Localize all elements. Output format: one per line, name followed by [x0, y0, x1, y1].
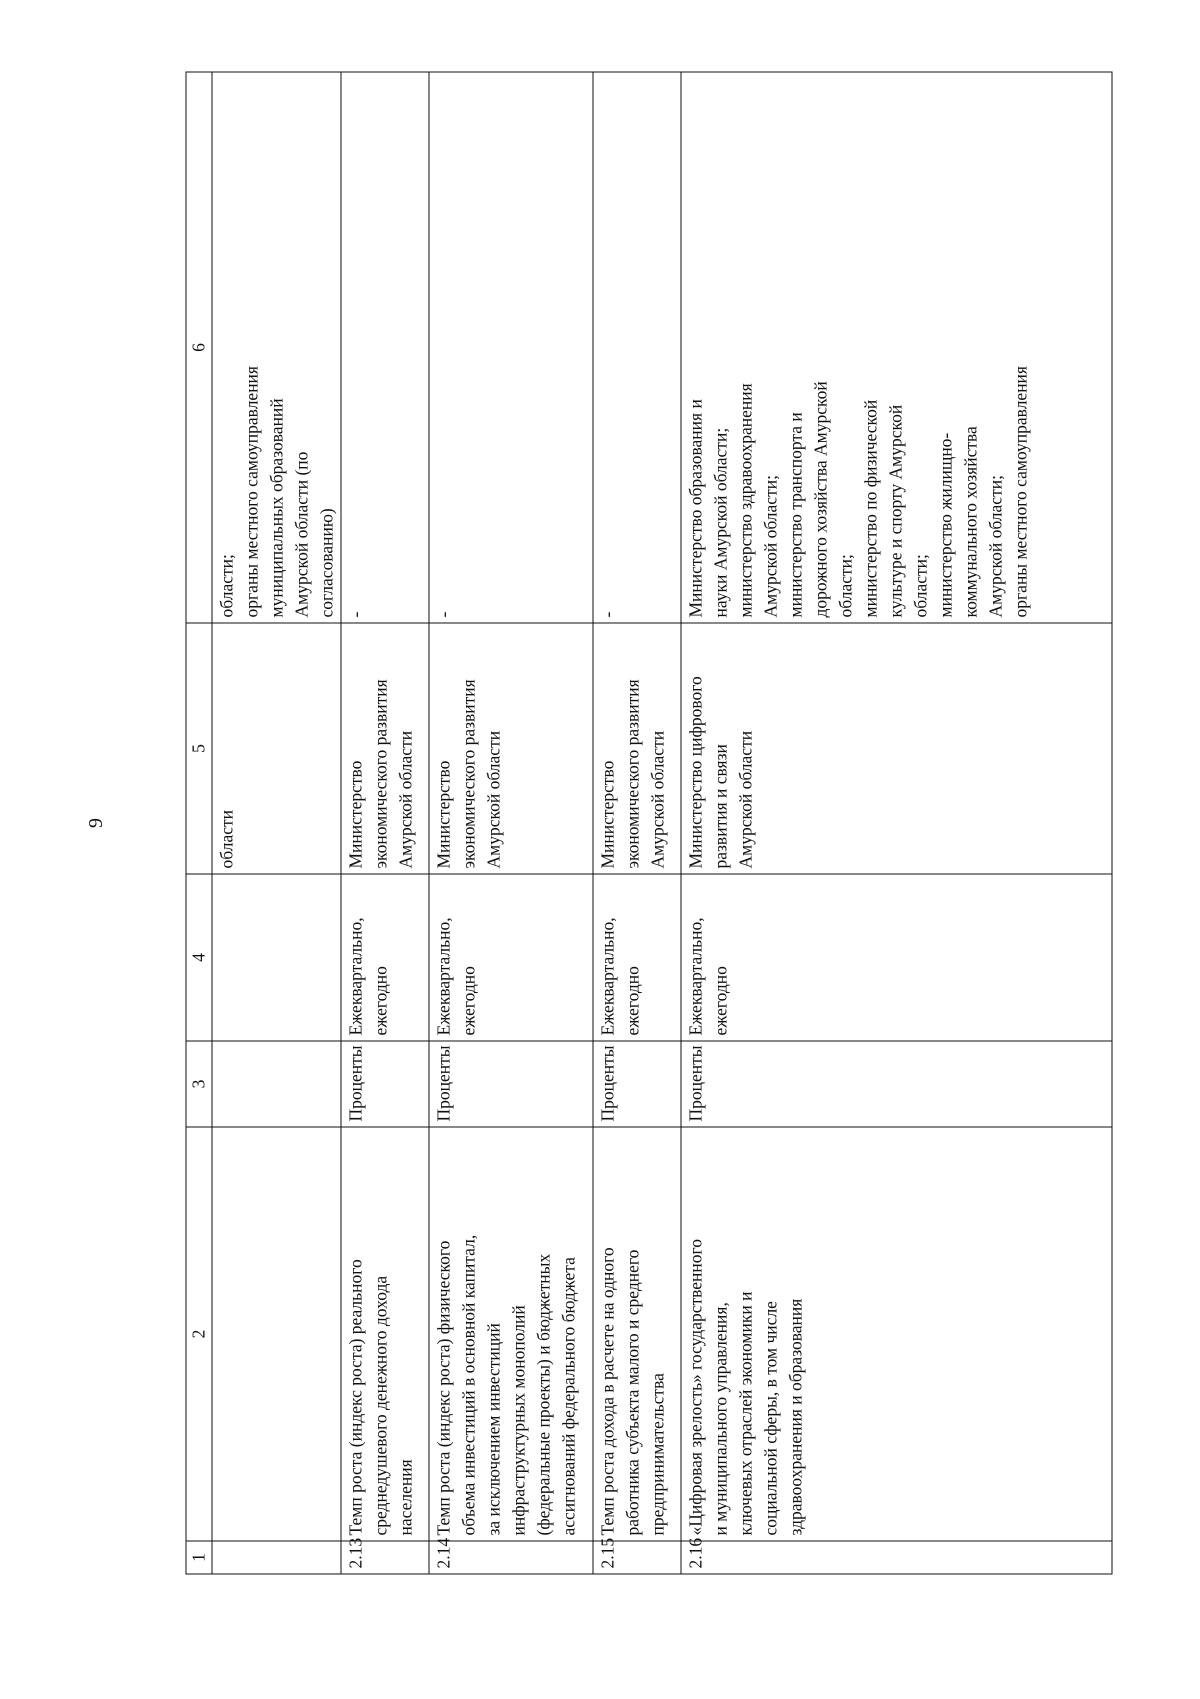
- co-executors-cell-line: органы местного самоуправления: [241, 366, 262, 618]
- co-executors-cell-line: культуре и спорту Амурской: [885, 404, 906, 618]
- frequency-cell: [593, 874, 681, 1041]
- co-executors-cell-line: Амурской области (по: [291, 451, 312, 618]
- frequency-cell-line: Ежеквартально,: [345, 917, 366, 1036]
- table-row: [429, 72, 593, 1574]
- responsible-executor-cell-line: экономического развития: [622, 679, 643, 869]
- responsible-executor-cell-line: Амурской области: [735, 730, 756, 869]
- co-executors-cell-line: Министерство образования и: [685, 399, 706, 618]
- co-executors-cell-line: коммунального хозяйства: [960, 426, 981, 618]
- indicator-name-cell-line: (федеральные проекты) и бюджетных: [533, 1253, 554, 1536]
- responsible-executor-cell-line: Амурской области: [483, 730, 504, 869]
- co-executors-cell-line: -: [433, 611, 454, 618]
- frequency-cell-line: ежегодно: [710, 966, 731, 1036]
- frequency-cell-line: Ежеквартально,: [433, 917, 454, 1036]
- indicator-name-cell-line: «Цифровая зрелость» государственного: [685, 1238, 706, 1536]
- unit-cell: Проценты: [429, 1041, 593, 1127]
- frequency-cell-line: ежегодно: [622, 966, 643, 1036]
- column-header: 4: [186, 874, 212, 1041]
- column-header: 6: [186, 72, 212, 623]
- indicator-name-cell-line: здравоохранения и образования: [785, 1298, 806, 1536]
- unit-cell: [212, 1041, 341, 1127]
- co-executors-cell-line: области;: [910, 554, 931, 618]
- indicator-name-cell-line: Темп роста (индекс роста) реального: [345, 1259, 366, 1536]
- co-executors-cell-line: органы местного самоуправления: [1010, 366, 1031, 618]
- responsible-executor-cell-line: экономического развития: [458, 679, 479, 869]
- co-executors-cell-line: науки Амурской области;: [710, 427, 731, 618]
- row-number-cell: [212, 1541, 341, 1574]
- indicator-name-cell-line: работника субъекта малого и среднего: [622, 1249, 643, 1536]
- co-executors-cell-line: области;: [216, 554, 237, 618]
- column-header: 3: [186, 1041, 212, 1127]
- responsible-executor-cell-line: Амурской области: [647, 730, 668, 869]
- co-executors-cell-line: муниципальных образований: [266, 398, 287, 618]
- indicator-name-cell: [212, 1127, 341, 1541]
- responsible-executor-cell: [593, 623, 681, 874]
- indicator-name-cell-line: ключевых отраслей экономики и: [735, 1291, 756, 1536]
- frequency-cell-line: ежегодно: [458, 966, 479, 1036]
- indicator-name-cell-line: объема инвестиций в основной капитал,: [458, 1234, 479, 1536]
- co-executors-cell-line: дорожного хозяйства Амурской: [810, 381, 831, 618]
- responsible-executor-cell-line: Амурской области: [395, 730, 416, 869]
- indicator-name-cell: [341, 1127, 429, 1541]
- column-number-header-row: [186, 72, 212, 1574]
- indicators-table-sheet: [186, 73, 1113, 1575]
- responsible-executor-cell: [681, 623, 1112, 874]
- co-executors-cell-line: министерство здравоохранения: [735, 383, 756, 618]
- row-number-cell: 2.15: [593, 1541, 681, 1574]
- responsible-executor-cell: [429, 623, 593, 874]
- indicator-name-cell-line: за исключением инвестиций: [483, 1323, 504, 1536]
- row-number-cell: 2.14: [429, 1541, 593, 1574]
- indicator-name-cell-line: инфраструктурных монополий: [508, 1305, 529, 1536]
- co-executors-cell: [681, 72, 1112, 623]
- co-executors-cell: [593, 72, 681, 623]
- frequency-cell: [429, 874, 593, 1041]
- co-executors-cell: [212, 72, 341, 623]
- co-executors-cell-line: министерство транспорта и: [785, 412, 806, 618]
- frequency-cell-line: Ежеквартально,: [597, 917, 618, 1036]
- indicators-table: [186, 72, 1113, 1575]
- co-executors-cell-line: согласованию): [316, 508, 337, 618]
- indicator-name-cell: [681, 1127, 1112, 1541]
- indicator-name-cell-line: Темп роста (индекс роста) физического: [433, 1240, 454, 1536]
- co-executors-cell-line: Амурской области;: [760, 475, 781, 618]
- co-executors-cell-line: Амурской области;: [985, 475, 1006, 618]
- co-executors-cell-line: -: [597, 611, 618, 618]
- indicator-name-cell-line: Темп роста дохода в расчете на одного: [597, 1247, 618, 1536]
- responsible-executor-cell-line: Министерство: [433, 760, 454, 869]
- co-executors-cell-line: -: [345, 611, 366, 618]
- co-executors-cell: [341, 72, 429, 623]
- indicator-name-cell-line: ассигнований федерального бюджета: [558, 1257, 579, 1536]
- table-row: [212, 72, 341, 1574]
- table-row: [341, 72, 429, 1574]
- column-header: 5: [186, 623, 212, 874]
- table-row: [681, 72, 1112, 1574]
- indicator-name-cell-line: населения: [395, 1459, 416, 1536]
- co-executors-cell-line: министерство по физической: [860, 399, 881, 618]
- co-executors-cell-line: области;: [835, 554, 856, 618]
- column-header: 1: [186, 1541, 212, 1574]
- frequency-cell: [212, 874, 341, 1041]
- frequency-cell-line: ежегодно: [370, 966, 391, 1036]
- responsible-executor-cell-line: развития и связи: [710, 744, 731, 869]
- row-number-cell: 2.13: [341, 1541, 429, 1574]
- indicator-name-cell-line: социальной сферы, в том числе: [760, 1301, 781, 1536]
- responsible-executor-cell-line: области: [216, 810, 237, 869]
- responsible-executor-cell: [212, 623, 341, 874]
- responsible-executor-cell: [341, 623, 429, 874]
- frequency-cell: [341, 874, 429, 1041]
- co-executors-cell-line: министерство жилищно-: [935, 432, 956, 618]
- responsible-executor-cell-line: Министерство: [597, 760, 618, 869]
- column-header: 2: [186, 1127, 212, 1541]
- row-number-cell: 2.16: [681, 1541, 1112, 1574]
- indicator-name-cell-line: и муниципального управления,: [710, 1302, 731, 1536]
- unit-cell: Проценты: [341, 1041, 429, 1127]
- indicator-name-cell-line: предпринимательства: [647, 1373, 668, 1536]
- page-number: 9: [85, 818, 107, 828]
- responsible-executor-cell-line: Министерство цифрового: [685, 676, 706, 869]
- indicator-name-cell-line: среднедушевого денежного дохода: [370, 1275, 391, 1536]
- unit-cell: Проценты: [593, 1041, 681, 1127]
- co-executors-cell: [429, 72, 593, 623]
- frequency-cell: [681, 874, 1112, 1041]
- responsible-executor-cell-line: Министерство: [345, 760, 366, 869]
- frequency-cell-line: Ежеквартально,: [685, 917, 706, 1036]
- table-row: [593, 72, 681, 1574]
- responsible-executor-cell-line: экономического развития: [370, 679, 391, 869]
- indicator-name-cell: [429, 1127, 593, 1541]
- unit-cell: Проценты: [681, 1041, 1112, 1127]
- indicator-name-cell: [593, 1127, 681, 1541]
